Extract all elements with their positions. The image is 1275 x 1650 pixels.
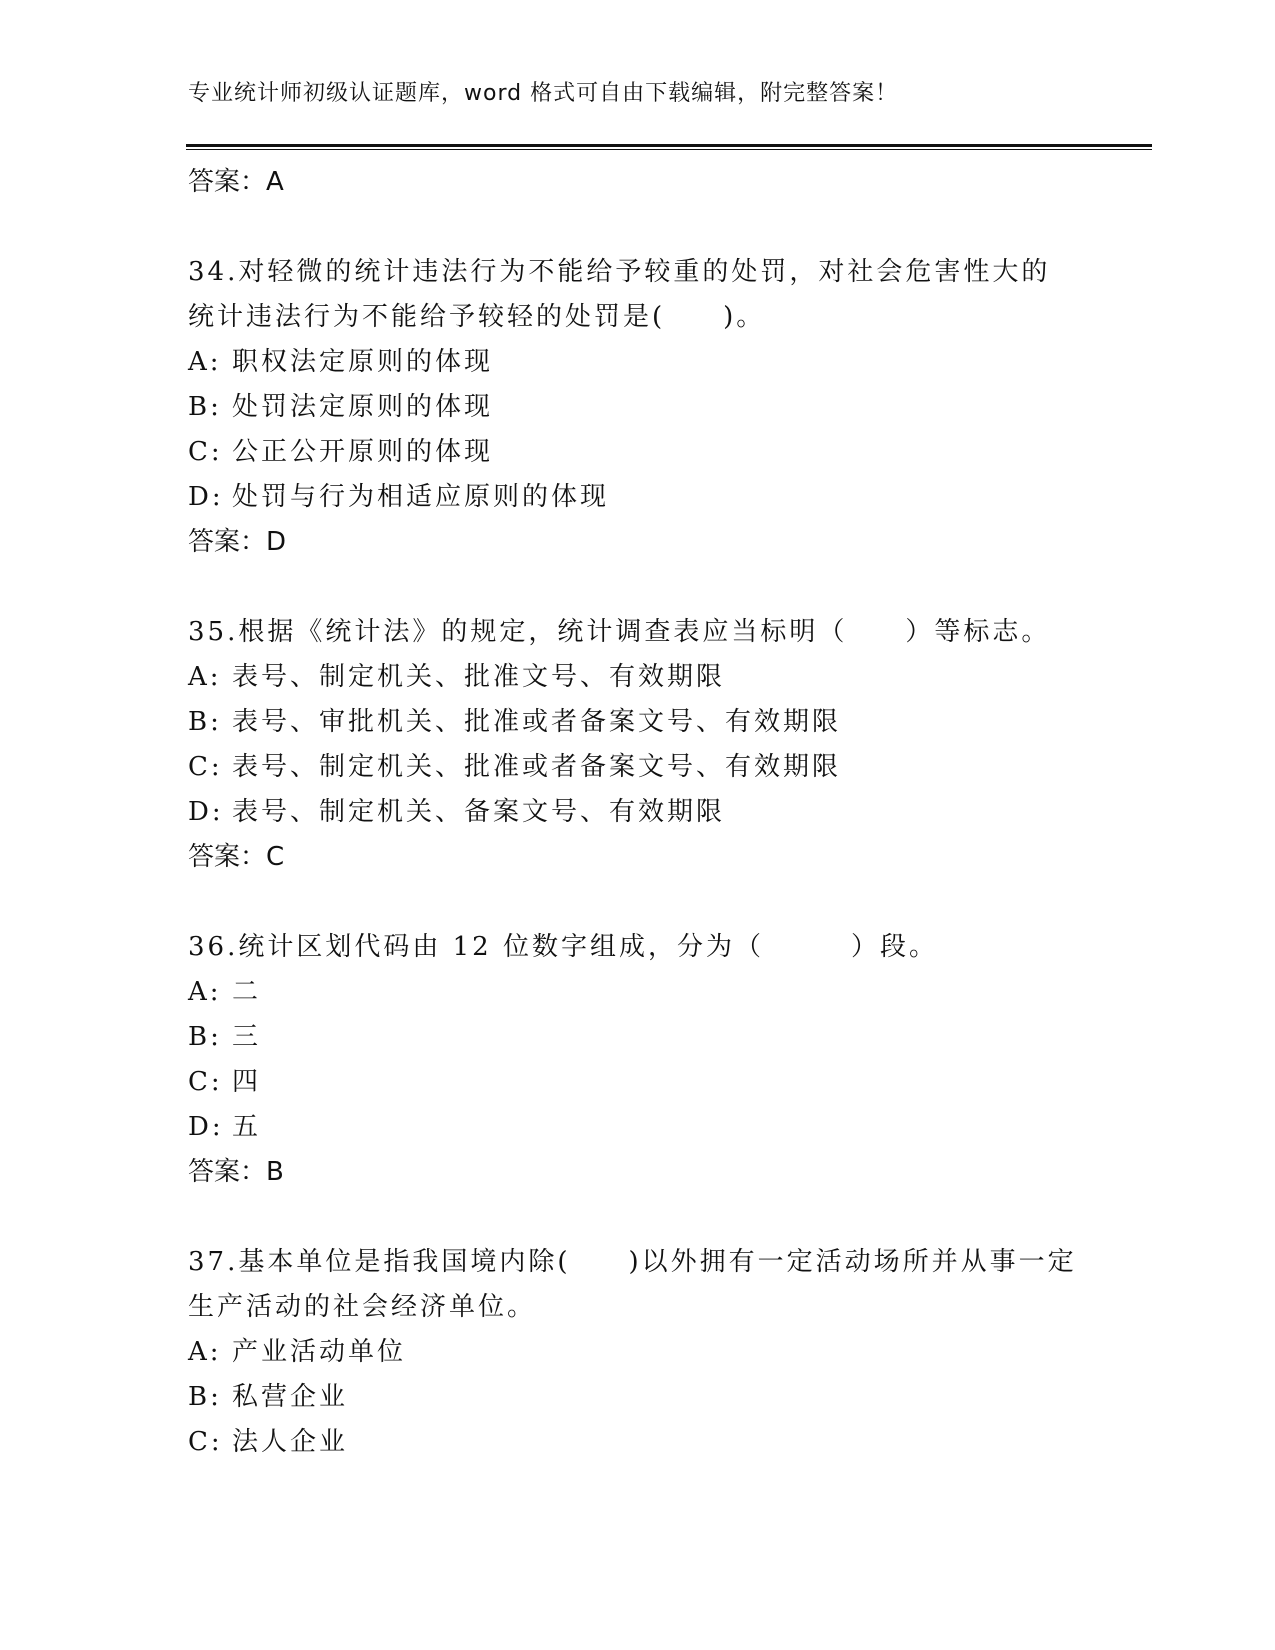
option-d [188, 1105, 1088, 1150]
option-letter: D: [188, 482, 224, 512]
option-text: 三 [232, 1022, 262, 1052]
answer-label: 答案：A [188, 167, 284, 197]
option-letter: A: [188, 662, 222, 692]
option-text: 表号、制定机关、批准文号、有效期限 [232, 662, 726, 692]
question-37 [188, 1240, 1088, 1465]
answer-label: 答案：D [188, 527, 287, 557]
option-text: 二 [232, 977, 262, 1007]
option-c [188, 430, 1088, 475]
question-stem: 37.基本单位是指我国境内除( )以外拥有一定活动场所并从事一定生产活动的社会经济单位。 [188, 1247, 1077, 1322]
option-a [188, 970, 1088, 1015]
option-letter: D: [188, 797, 224, 827]
option-b [188, 1375, 1088, 1420]
option-text: 五 [232, 1112, 262, 1142]
option-text: 表号、制定机关、批准或者备案文号、有效期限 [232, 752, 842, 782]
question-stem: 34.对轻微的统计违法行为不能给予较重的处罚，对社会危害性大的统计违法行为不能给予较轻的处罚是( )。 [188, 257, 1051, 332]
header-rule-thin [186, 149, 1152, 150]
question-35 [188, 610, 1088, 879]
option-d [188, 475, 1088, 520]
option-letter: C: [188, 1067, 223, 1097]
option-text: 处罚法定原则的体现 [232, 392, 494, 422]
option-a [188, 340, 1088, 385]
option-a [188, 655, 1088, 700]
option-text: 表号、制定机关、备案文号、有效期限 [232, 797, 726, 827]
option-a [188, 1330, 1088, 1375]
option-letter: B: [188, 392, 222, 422]
page-header: 专业统计师初级认证题库，word 格式可自由下载编辑，附完整答案！ [188, 81, 899, 106]
question-stem: 35.根据《统计法》的规定，统计调查表应当标明（ ）等标志。 [188, 617, 1051, 647]
answer-label: 答案：C [188, 842, 285, 872]
option-text: 公正公开原则的体现 [232, 437, 494, 467]
option-letter: D: [188, 1112, 224, 1142]
option-text: 产业活动单位 [232, 1337, 407, 1367]
option-c [188, 1060, 1088, 1105]
option-b [188, 1015, 1088, 1060]
option-c [188, 1420, 1088, 1465]
question-36 [188, 925, 1088, 1194]
option-letter: A: [188, 1337, 222, 1367]
option-letter: B: [188, 1022, 222, 1052]
question-list [188, 160, 1088, 1465]
option-text: 表号、审批机关、批准或者备案文号、有效期限 [232, 707, 842, 737]
option-b [188, 700, 1088, 745]
option-letter: C: [188, 1427, 223, 1457]
option-text: 职权法定原则的体现 [232, 347, 494, 377]
option-letter: A: [188, 347, 222, 377]
option-text: 法人企业 [232, 1427, 349, 1457]
option-letter: B: [188, 1382, 222, 1412]
option-text: 私营企业 [232, 1382, 349, 1412]
answer-label: 答案：B [188, 1157, 284, 1187]
option-text: 四 [232, 1067, 262, 1097]
option-d [188, 790, 1088, 835]
question-34 [188, 250, 1088, 564]
option-b [188, 385, 1088, 430]
option-letter: C: [188, 437, 223, 467]
option-letter: B: [188, 707, 222, 737]
option-c [188, 745, 1088, 790]
option-text: 处罚与行为相适应原则的体现 [232, 482, 610, 512]
header-rule-thick [186, 144, 1152, 147]
question-stem: 36.统计区划代码由 12 位数字组成，分为（ ）段。 [188, 932, 938, 962]
option-letter: A: [188, 977, 222, 1007]
option-letter: C: [188, 752, 223, 782]
